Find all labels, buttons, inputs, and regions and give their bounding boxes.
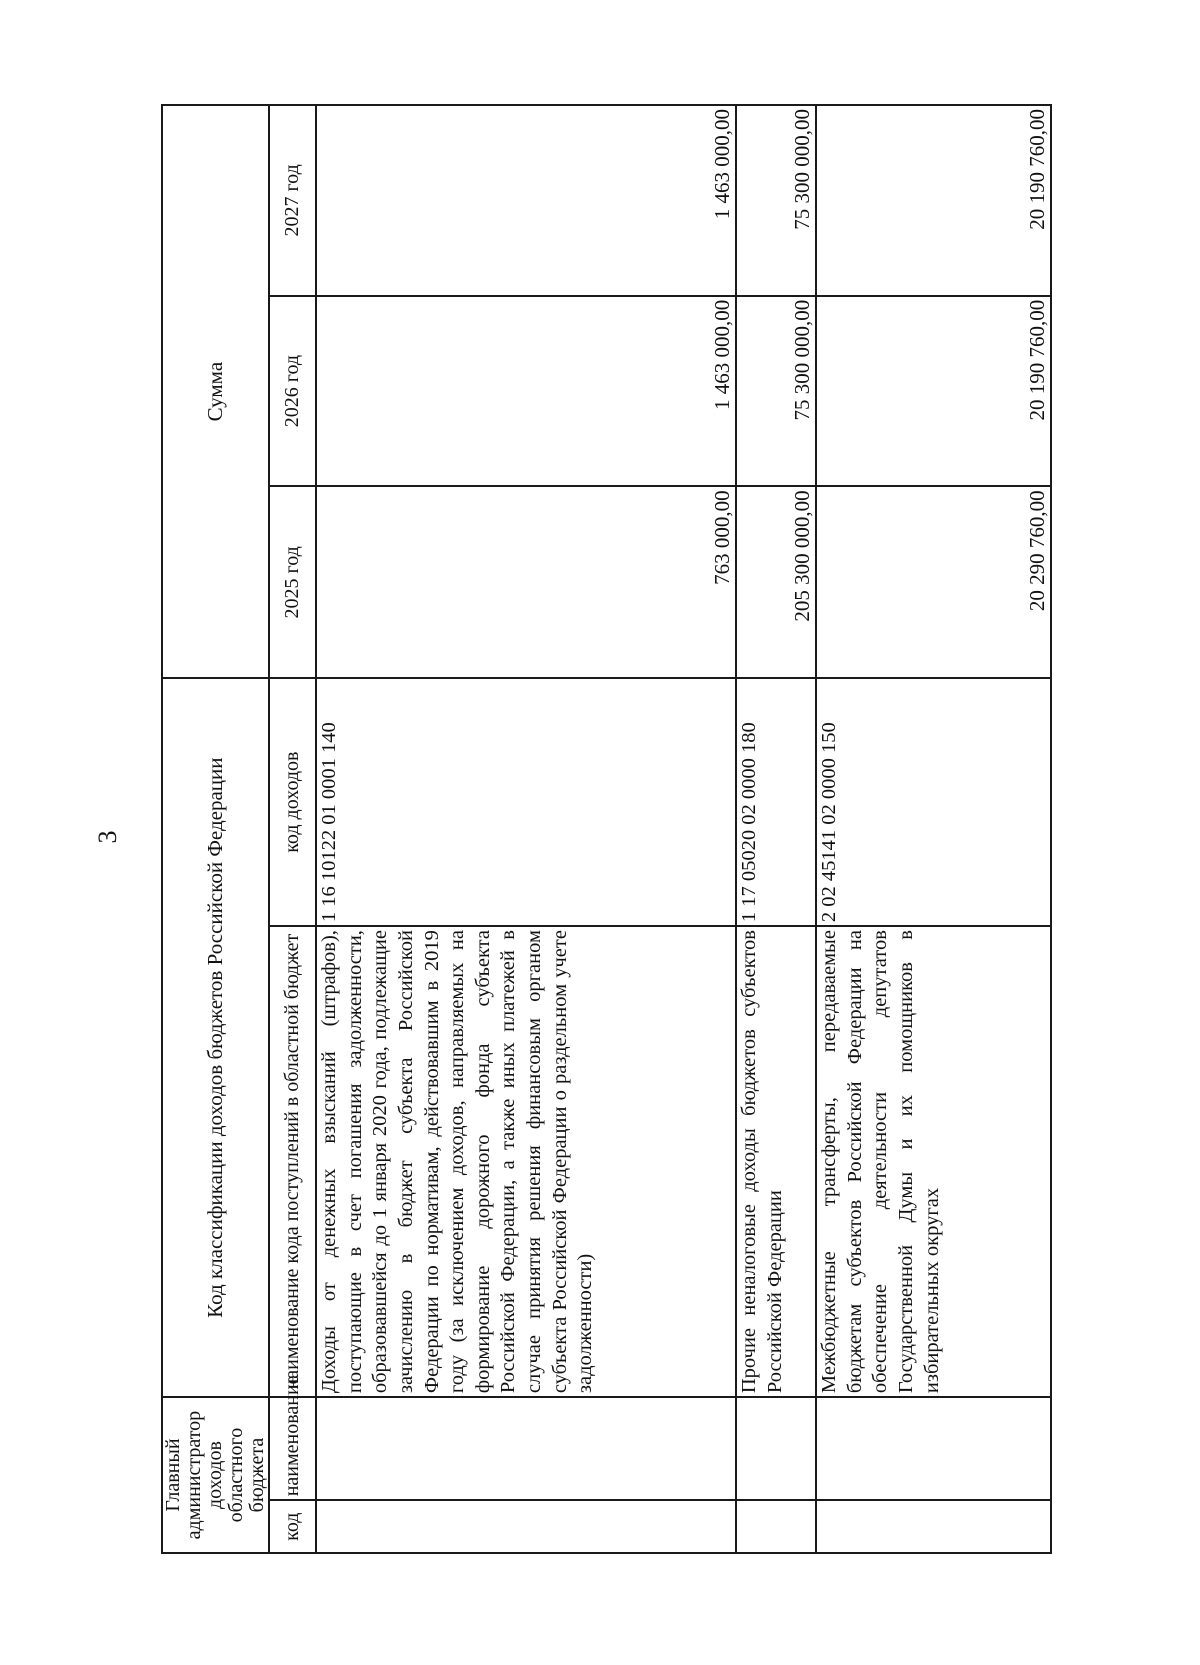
- header-row-1: [162, 105, 269, 1553]
- income-code-header: код доходов: [269, 678, 316, 926]
- classification-group-header: Код классификации доходов бюджетов Российской Федерации: [162, 678, 269, 1397]
- income-code: 2 02 45141 02 0000 150: [816, 678, 1051, 926]
- amount-2025: 205 300 000,00: [736, 486, 816, 678]
- table-row: [816, 105, 1051, 1553]
- admin-name-cell: [816, 1397, 1051, 1500]
- income-table: [161, 104, 1052, 1554]
- amount-2025: 20 290 760,00: [816, 486, 1051, 678]
- year-2027-header: 2027 год: [269, 105, 316, 296]
- page-number: 3: [93, 830, 122, 844]
- income-code: 1 16 10122 01 0001 140: [316, 678, 736, 926]
- year-2025-header: 2025 год: [269, 486, 316, 678]
- amount-2027: 1 463 000,00: [316, 105, 736, 296]
- income-description: Прочие неналоговые доходы бюджетов субъектов Российской Федерации: [736, 926, 816, 1397]
- income-description: Доходы от денежных взысканий (штрафов), поступающие в счет погашения задолженности, образовавшейся до 1 января 2020 года, подлежащие зачислению в бюджет субъекта Российской Федерации по нормативам, действовавшим в 2019 году (за исключением доходов, направляемых на формирование дорожного фонда субъекта Российской Федерации, а также иных платежей в случае принятия решения финансовым органом субъекта Российской Федерации о раздельном учете задолженности): [316, 926, 736, 1397]
- year-2026-header: 2026 год: [269, 296, 316, 487]
- sum-group-header: Сумма: [162, 105, 269, 678]
- table-row: [736, 105, 816, 1553]
- amount-2027: 20 190 760,00: [816, 105, 1051, 296]
- admin-code-cell: [736, 1500, 816, 1553]
- admin-code-cell: [816, 1500, 1051, 1553]
- rotated-page: [161, 104, 1049, 1554]
- admin-name-cell: [736, 1397, 816, 1500]
- document-sheet: [161, 104, 1049, 1554]
- amount-2026: 1 463 000,00: [316, 296, 736, 487]
- admin-code-cell: [316, 1500, 736, 1553]
- income-name-header: наименование кода поступлений в областной бюджет: [269, 926, 316, 1397]
- admin-name-header: наименование: [269, 1397, 316, 1500]
- income-code: 1 17 05020 02 0000 180: [736, 678, 816, 926]
- amount-2027: 75 300 000,00: [736, 105, 816, 296]
- amount-2026: 75 300 000,00: [736, 296, 816, 487]
- admin-code-header: код: [269, 1500, 316, 1553]
- amount-2026: 20 190 760,00: [816, 296, 1051, 487]
- admin-group-header: Главный администратор доходов областного бюджета: [162, 1397, 269, 1553]
- admin-name-cell: [316, 1397, 736, 1500]
- table-row: [316, 105, 736, 1553]
- amount-2025: 763 000,00: [316, 486, 736, 678]
- income-description: Межбюджетные трансферты, передаваемые бюджетам субъектов Российской Федерации на обеспечение деятельности депутатов Государственной Думы и их помощников в избирательных округах: [816, 926, 1051, 1397]
- header-row-2: [269, 105, 316, 1553]
